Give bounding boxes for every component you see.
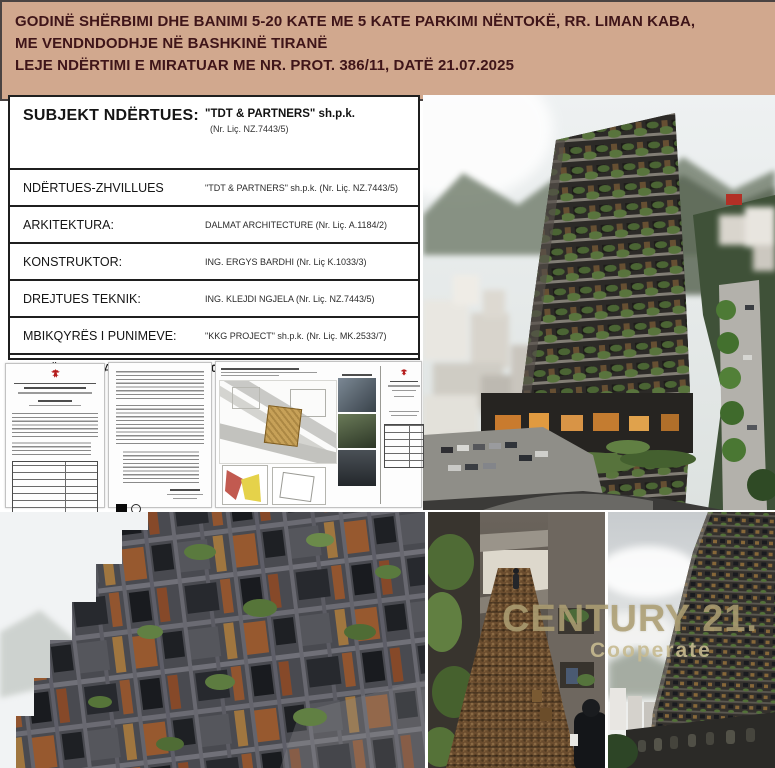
doc-paragraph	[12, 411, 98, 437]
doc-heading-line	[38, 400, 72, 402]
doc-numbered-list	[123, 449, 199, 483]
doc-paragraph	[116, 404, 204, 444]
table-row-arkitektura	[10, 205, 418, 242]
permit-conditions-document	[108, 362, 212, 508]
permit-decision-document	[5, 363, 105, 508]
tower-view-graphic	[608, 512, 775, 768]
render-photo-strip	[338, 374, 376, 486]
site-plan-map	[219, 380, 337, 464]
plan-header-lines	[221, 366, 317, 378]
row-label: NDËRTUES-ZHVILLUES	[23, 180, 164, 195]
title-block	[380, 366, 424, 504]
zoning-mini-map	[222, 465, 268, 505]
header-line-3: LEJE NDËRTIMI E MIRATUAR ME NR. PROT. 386/11, DATË 21.07.2025	[15, 57, 515, 74]
neighbor-parcel	[232, 387, 260, 409]
thumb-render-1	[338, 378, 376, 412]
thumb-render-2	[338, 414, 376, 448]
building-render-photo-main	[423, 95, 775, 510]
divider	[14, 383, 96, 384]
albanian-eagle-icon	[399, 368, 409, 378]
row-value	[205, 107, 418, 134]
signature-block	[116, 486, 204, 502]
albanian-eagle-icon	[49, 368, 62, 381]
facade-closeup-photo	[0, 512, 425, 768]
facade-graphic	[0, 512, 425, 768]
site-plan-document	[215, 361, 422, 508]
plot-highlight	[264, 405, 302, 447]
doc-table	[12, 461, 98, 515]
row-label: SUBJEKT NDËRTUES:	[23, 107, 199, 124]
person-top	[513, 568, 519, 589]
watermark-brand: CENTURY 21.	[502, 598, 758, 640]
signature-line	[167, 494, 203, 495]
row-label: DREJTUES TEKNIK:	[23, 291, 141, 306]
row-value: ING. ERGYS BARDHI (Nr. Liç K.1033/3)	[205, 256, 367, 267]
red-zone	[225, 470, 243, 500]
doc-subtitle-line	[18, 392, 92, 394]
stairs-graphic	[428, 512, 605, 768]
table-row-subjekt	[10, 97, 418, 168]
table-row-konstruktor	[10, 242, 418, 279]
watermark-office: Cooperate	[590, 639, 712, 662]
row-value-note: (Nr. Liç. NZ.7443/5)	[210, 124, 289, 134]
yellow-zone	[241, 474, 261, 502]
doc-line	[29, 405, 81, 407]
courtyard-stairs-photo	[428, 512, 605, 768]
header-line-1: GODINË SHËRBIMI DHE BANIMI 5-20 KATE ME 5 KATE PARKIMI NËNTOKË, RR. LIMAN KABA,	[15, 13, 696, 30]
doc-paragraph	[12, 441, 91, 455]
signature-line	[170, 489, 200, 491]
doc-paragraph	[116, 369, 204, 399]
outline-mini-map	[272, 467, 326, 505]
title-block-table	[384, 424, 424, 468]
row-value: ING. KLEJDI NGJELA (Nr. Liç. NZ.7443/5)	[205, 293, 375, 304]
row-value: "KKG PROJECT" sh.p.k. (Nr. Liç. MK.2533/7)	[205, 330, 387, 341]
row-value: "TDT & PARTNERS" sh.p.k. (Nr. Liç. NZ.7443/5)	[205, 182, 398, 193]
doc-title-line	[24, 387, 86, 389]
main-render-graphic	[423, 95, 775, 510]
parcel-outline	[279, 472, 314, 502]
table-row-drejtues	[10, 279, 418, 316]
thumb-render-3	[338, 450, 376, 486]
red-billboard	[726, 194, 742, 205]
permit-header	[0, 0, 775, 101]
row-label: ARKITEKTURA:	[23, 217, 114, 232]
row-label: KONSTRUKTOR:	[23, 254, 123, 269]
header-line-2: ME VENDNDODHJE NË BASHKINË TIRANË	[15, 35, 328, 52]
tower-street-view-photo	[608, 512, 775, 768]
signature-line	[173, 498, 197, 499]
table-row-mbikqyres	[10, 316, 418, 353]
row-label: MBIKQYRËS I PUNIMEVE:	[23, 328, 177, 343]
permit-info-table	[8, 95, 420, 360]
row-value: DALMAT ARCHITECTURE (Nr. Liç. A.1184/2)	[205, 219, 388, 230]
row-value-main: "TDT & PARTNERS" sh.p.k.	[205, 108, 355, 120]
table-row-zhvillues	[10, 168, 418, 205]
